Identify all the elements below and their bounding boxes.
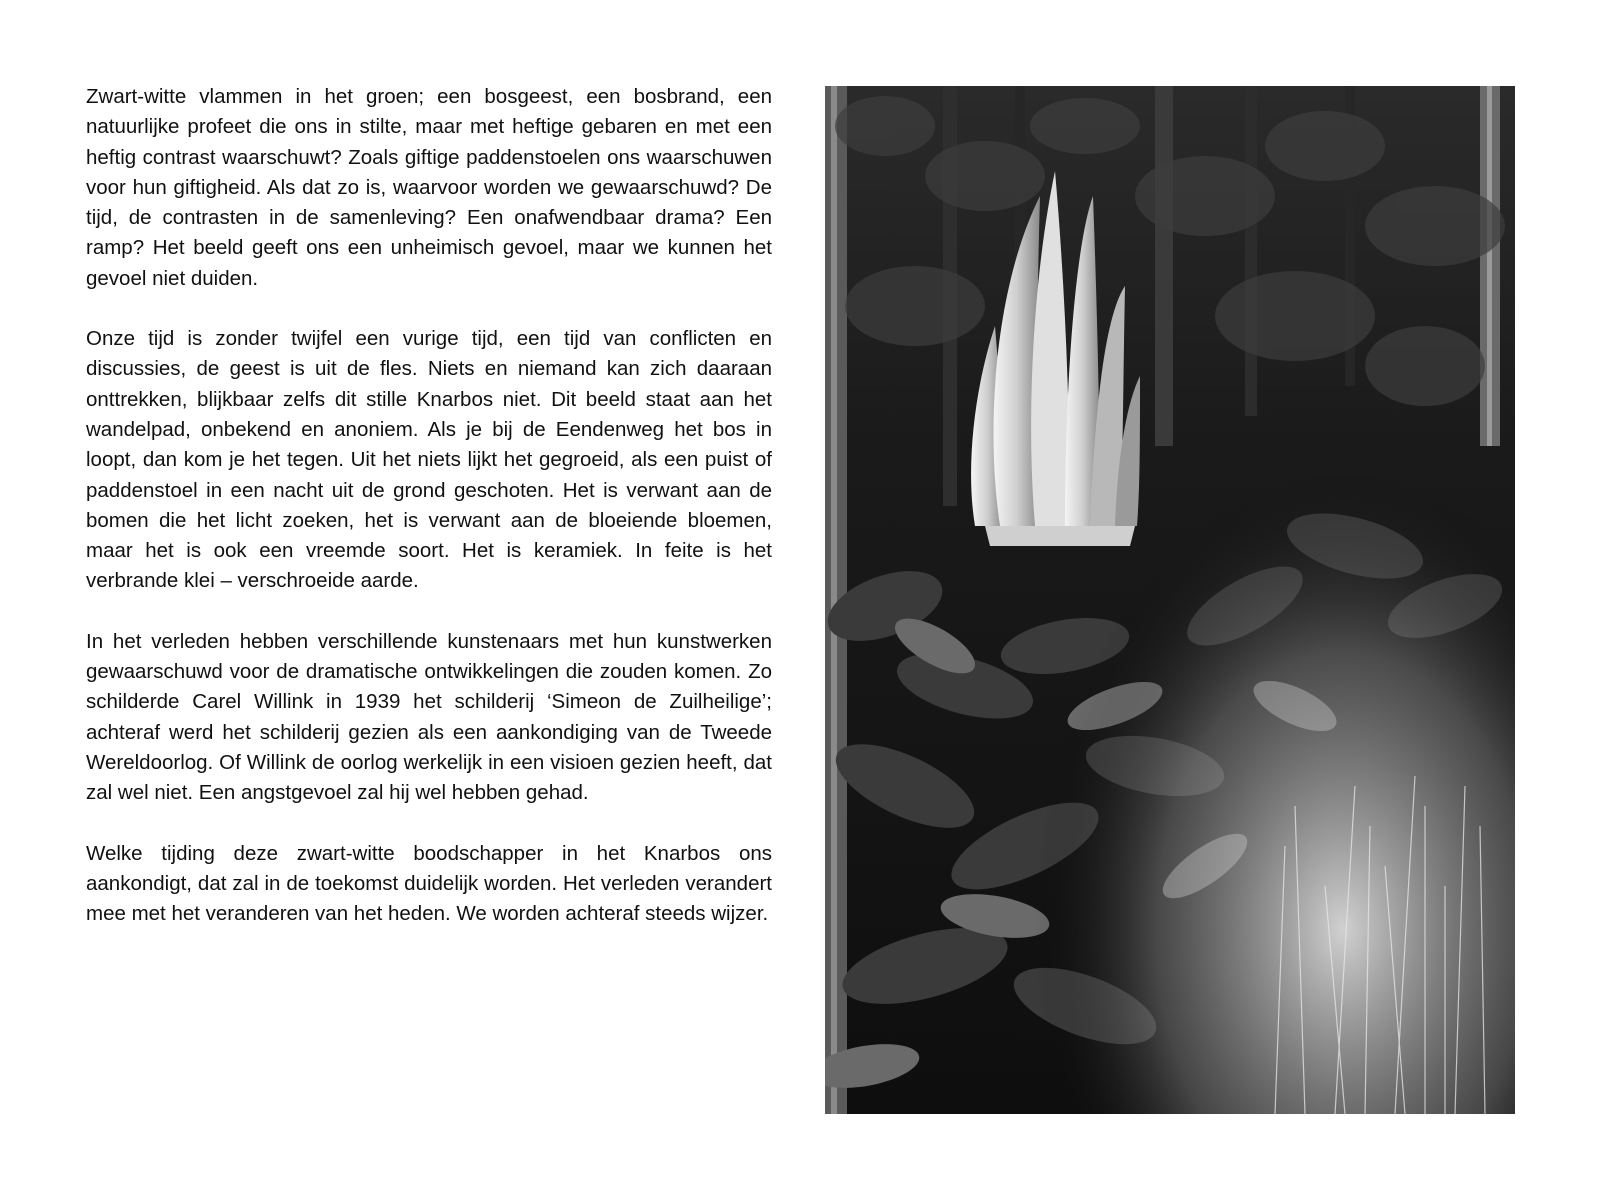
sunlit-grass xyxy=(825,86,1515,1114)
paragraph-1: Zwart-witte vlammen in het groen; een bosgeest, een bosbrand, een natuurlijke profeet die ons in stilte, maar met heftige gebaren en met een heftig contrast waarschuwt? Zoals giftige paddenstoelen ons waarschuwen voor hun giftigheid. Als dat zo is, waarvoor worden we gewaarschuwd? De tijd, de contrasten in de samenleving? Een onafwendbaar drama? Een ramp? Het beeld geeft ons een unheimisch gevoel, maar we kunnen het gevoel niet duiden. xyxy=(86,85,772,290)
paragraph-4: Welke tijding deze zwart-witte boodschapper in het Knarbos ons aankondigt, dat zal in de toekomst duidelijk worden. Het verleden verandert mee met het veranderen van het heden. We worden achteraf steeds wijzer. xyxy=(86,841,772,926)
forest-sculpture-photo xyxy=(825,86,1515,1114)
article-text xyxy=(86,82,772,959)
paragraph-2: Onze tijd is zonder twijfel een vurige tijd, een tijd van conflicten en discussies, de geest is uit de fles. Niets en niemand kan zich daaraan onttrekken, blijkbaar zelfs dit stille Knarbos niet. Dit beeld staat aan het wandelpad, onbekend en anoniem. Als je bij de Eendenweg het bos in loopt, dan kom je het tegen. Uit het niets lijkt het gegroeid, als een puist of paddenstoel in een nacht uit de grond geschoten. Het is verwant aan de bomen die het licht zoeken, het is verwant aan de bloeiende bloemen, maar het is ook een vreemde soort. Het is keramiek. In feite is het verbrande klei – verschroeide aarde. xyxy=(86,327,772,593)
photo-illustration xyxy=(825,86,1515,1114)
paragraph-3: In het verleden hebben verschillende kunstenaars met hun kunstwerken gewaarschuwd voor de dramatische ontwikkelingen die zouden komen. Zo schilderde Carel Willink in 1939 het schilderij ‘Simeon de Zuilheilige’; achteraf werd het schilderij gezien als een aankondiging van de Tweede Wereldoorlog. Of Willink de oorlog werkelijk in een visioen gezien heeft, dat zal wel niet. Een angstgevoel zal hij wel hebben gehad. xyxy=(86,629,772,805)
